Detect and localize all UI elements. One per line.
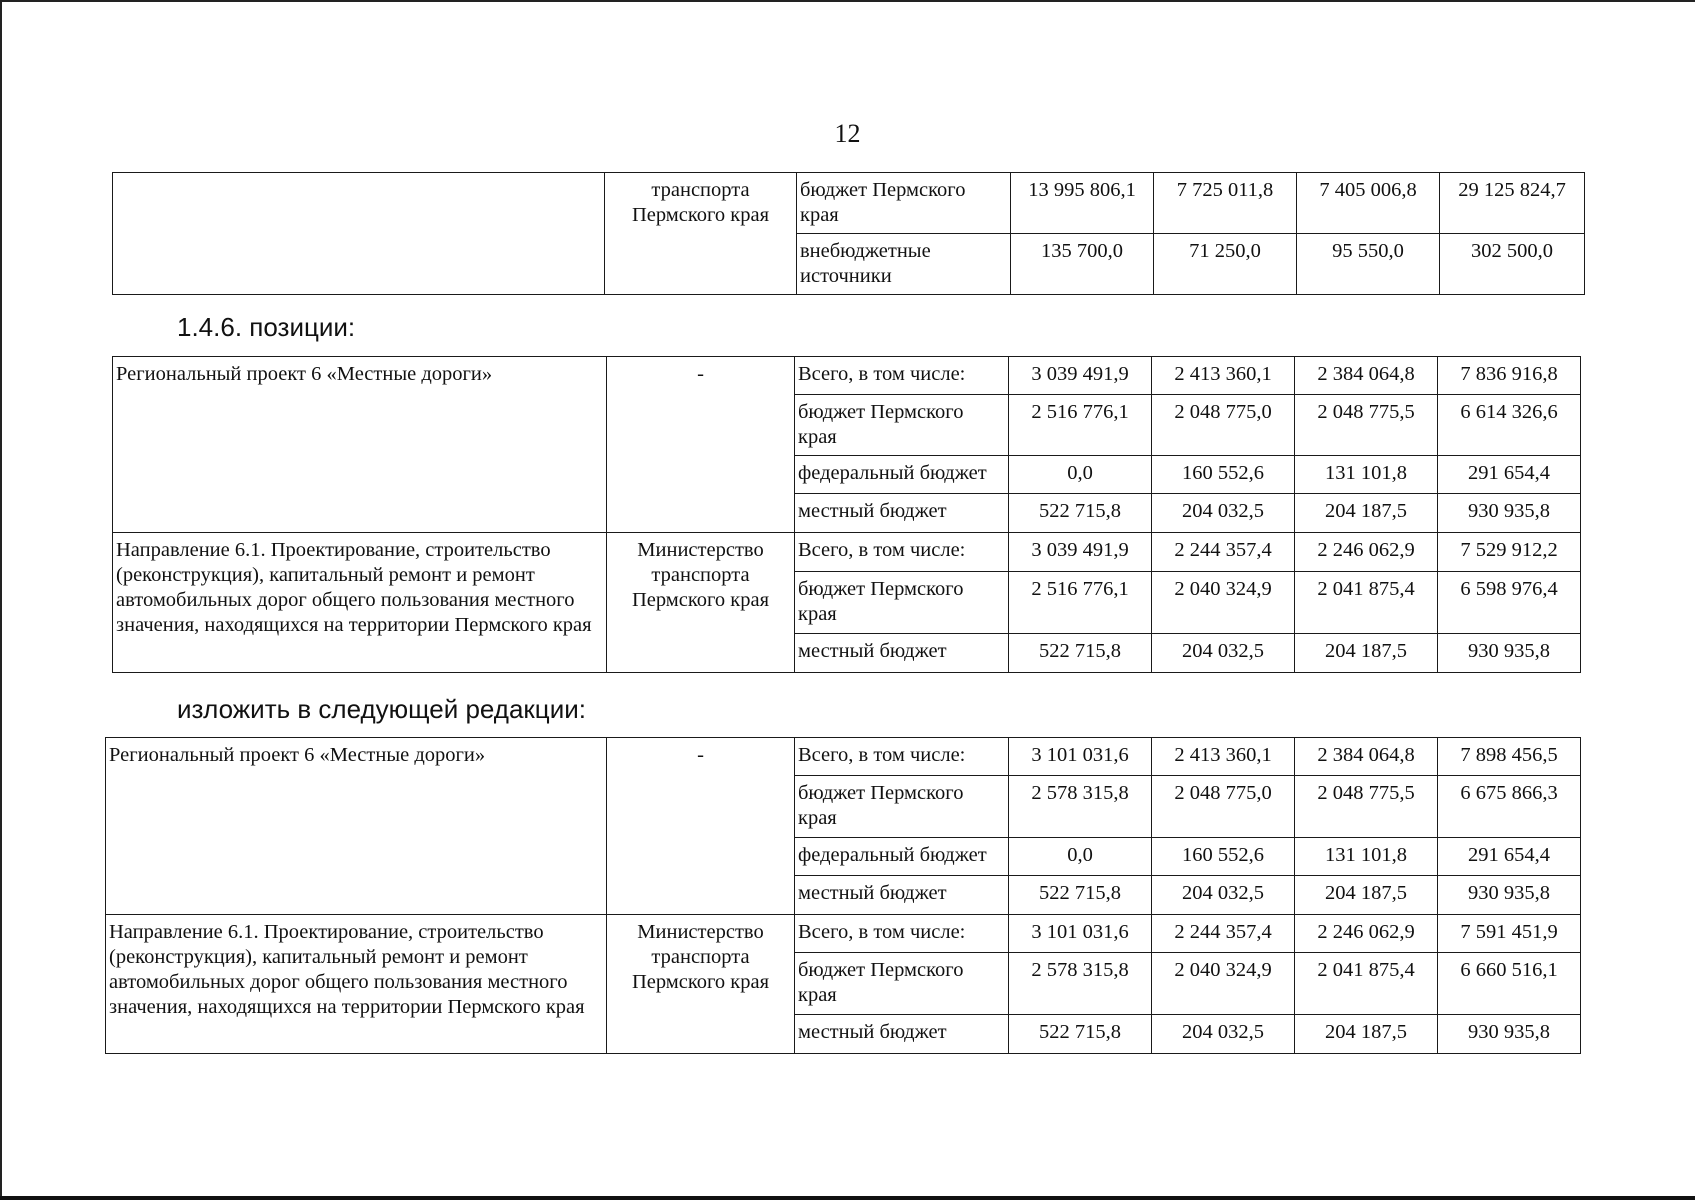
value-cell: 2 246 062,9 (1295, 915, 1438, 953)
value-cell: 2 048 775,0 (1152, 395, 1295, 456)
value-cell: 2 041 875,4 (1295, 953, 1438, 1015)
value-cell: 2 578 315,8 (1009, 953, 1152, 1015)
source-cell: бюджет Пермского края (795, 395, 1009, 456)
source-cell: местный бюджет (795, 876, 1009, 915)
value-cell: 3 039 491,9 (1009, 357, 1152, 395)
value-cell: 2 384 064,8 (1295, 738, 1438, 776)
value-cell: 2 246 062,9 (1295, 533, 1438, 572)
value-cell: 204 032,5 (1152, 634, 1295, 673)
value-cell: 2 048 775,5 (1295, 776, 1438, 838)
executor-cell: Министерство транспорта Пермского края (607, 915, 795, 1054)
value-cell: 2 048 775,5 (1295, 395, 1438, 456)
direction-name-cell: Направление 6.1. Проектирование, строительство (реконструкция), капитальный ремонт и ремонт автомобильных дорог общего пользования местного значения, находящихся на территории Пермского края (106, 915, 607, 1054)
value-cell: 3 039 491,9 (1009, 533, 1152, 572)
value-cell: 160 552,6 (1152, 838, 1295, 876)
value-cell: 71 250,0 (1154, 234, 1297, 295)
value-cell: 2 413 360,1 (1152, 738, 1295, 776)
source-cell: внебюджетные источники (797, 234, 1011, 295)
source-cell: федеральный бюджет (795, 838, 1009, 876)
heading-positions: 1.4.6. позиции: (177, 312, 356, 342)
new-edition-table (105, 737, 1581, 1054)
source-cell: бюджет Пермского края (795, 776, 1009, 838)
value-cell: 2 040 324,9 (1152, 953, 1295, 1015)
source-cell: Всего, в том числе: (795, 357, 1009, 395)
source-cell: местный бюджет (795, 494, 1009, 533)
value-cell: 204 032,5 (1152, 1015, 1295, 1054)
value-cell: 131 101,8 (1295, 838, 1438, 876)
value-cell: 3 101 031,6 (1009, 915, 1152, 953)
value-cell: 204 032,5 (1152, 876, 1295, 915)
value-cell: 7 529 912,2 (1438, 533, 1581, 572)
executor-cell: - (607, 738, 795, 915)
value-cell: 2 041 875,4 (1295, 572, 1438, 634)
scan-edge-bottom (0, 1196, 1695, 1200)
value-cell: 2 516 776,1 (1009, 395, 1152, 456)
value-cell: 522 715,8 (1009, 876, 1152, 915)
value-cell: 291 654,4 (1438, 456, 1581, 494)
value-cell: 135 700,0 (1011, 234, 1154, 295)
value-cell: 930 935,8 (1438, 494, 1581, 533)
table-row (113, 357, 1581, 395)
value-cell: 6 675 866,3 (1438, 776, 1581, 838)
value-cell: 6 598 976,4 (1438, 572, 1581, 634)
value-cell: 160 552,6 (1152, 456, 1295, 494)
value-cell: 2 578 315,8 (1009, 776, 1152, 838)
source-cell: местный бюджет (795, 634, 1009, 673)
value-cell: 2 048 775,0 (1152, 776, 1295, 838)
source-cell: Всего, в том числе: (795, 915, 1009, 953)
value-cell: 522 715,8 (1009, 1015, 1152, 1054)
continuation-name-cell (113, 173, 605, 295)
source-cell: Всего, в том числе: (795, 533, 1009, 572)
value-cell: 95 550,0 (1297, 234, 1440, 295)
table-row (106, 738, 1581, 776)
value-cell: 29 125 824,7 (1440, 173, 1585, 234)
continuation-table (112, 172, 1585, 295)
value-cell: 930 935,8 (1438, 876, 1581, 915)
executor-cell: транспорта Пермского края (605, 173, 797, 295)
table-row (106, 915, 1581, 953)
value-cell: 0,0 (1009, 456, 1152, 494)
value-cell: 930 935,8 (1438, 634, 1581, 673)
value-cell: 291 654,4 (1438, 838, 1581, 876)
value-cell: 0,0 (1009, 838, 1152, 876)
source-cell: бюджет Пермского края (795, 572, 1009, 634)
value-cell: 302 500,0 (1440, 234, 1585, 295)
source-cell: бюджет Пермского края (797, 173, 1011, 234)
direction-name-cell: Направление 6.1. Проектирование, строительство (реконструкция), капитальный ремонт и ремонт автомобильных дорог общего пользования местного значения, находящихся на территории Пермского края (113, 533, 607, 673)
value-cell: 6 660 516,1 (1438, 953, 1581, 1015)
value-cell: 2 244 357,4 (1152, 533, 1295, 572)
source-cell: местный бюджет (795, 1015, 1009, 1054)
table-row (113, 533, 1581, 572)
value-cell: 2 384 064,8 (1295, 357, 1438, 395)
source-cell: Всего, в том числе: (795, 738, 1009, 776)
table-row (113, 173, 1585, 234)
source-cell: федеральный бюджет (795, 456, 1009, 494)
value-cell: 2 516 776,1 (1009, 572, 1152, 634)
value-cell: 2 244 357,4 (1152, 915, 1295, 953)
value-cell: 13 995 806,1 (1011, 173, 1154, 234)
value-cell: 6 614 326,6 (1438, 395, 1581, 456)
source-cell: бюджет Пермского края (795, 953, 1009, 1015)
value-cell: 204 187,5 (1295, 634, 1438, 673)
project-name-cell: Региональный проект 6 «Местные дороги» (106, 738, 607, 915)
value-cell: 2 413 360,1 (1152, 357, 1295, 395)
value-cell: 204 032,5 (1152, 494, 1295, 533)
value-cell: 204 187,5 (1295, 1015, 1438, 1054)
page-number: 12 (834, 119, 861, 148)
value-cell: 204 187,5 (1295, 494, 1438, 533)
value-cell: 522 715,8 (1009, 494, 1152, 533)
heading-new-edition: изложить в следующей редакции: (177, 694, 586, 724)
value-cell: 522 715,8 (1009, 634, 1152, 673)
value-cell: 930 935,8 (1438, 1015, 1581, 1054)
old-positions-table (112, 356, 1581, 673)
executor-cell: - (607, 357, 795, 533)
value-cell: 7 836 916,8 (1438, 357, 1581, 395)
scan-edge-top (0, 0, 1695, 2)
value-cell: 2 040 324,9 (1152, 572, 1295, 634)
value-cell: 7 591 451,9 (1438, 915, 1581, 953)
executor-cell: Министерство транспорта Пермского края (607, 533, 795, 673)
value-cell: 7 898 456,5 (1438, 738, 1581, 776)
scan-edge-left (0, 0, 2, 1200)
value-cell: 131 101,8 (1295, 456, 1438, 494)
value-cell: 204 187,5 (1295, 876, 1438, 915)
value-cell: 7 725 011,8 (1154, 173, 1297, 234)
value-cell: 3 101 031,6 (1009, 738, 1152, 776)
project-name-cell: Региональный проект 6 «Местные дороги» (113, 357, 607, 533)
value-cell: 7 405 006,8 (1297, 173, 1440, 234)
